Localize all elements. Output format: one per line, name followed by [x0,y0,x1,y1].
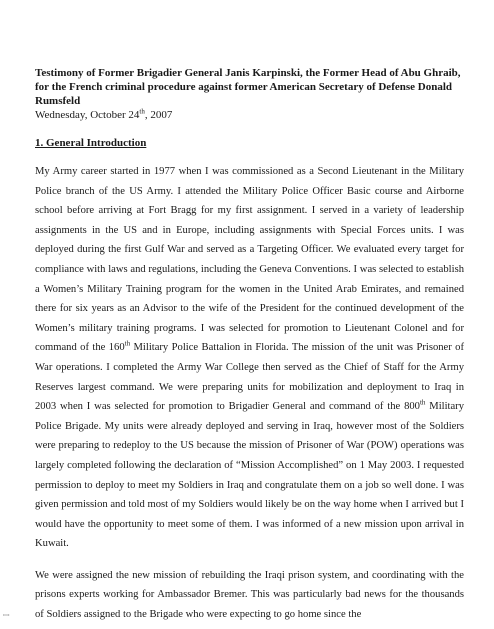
date-prefix: Wednesday, October 24 [35,109,140,121]
section-heading: 1. General Introduction [35,137,147,149]
document-title: Testimony of Former Brigadier General Janis Karpinski, the Former Head of Abu Ghraib, for the French criminal procedure against former American Secretary of Defense Donald Rumsfeld [35,67,461,107]
scan-margin-mark: ꟷ [3,611,10,620]
date-suffix: , 2007 [144,109,173,121]
paragraph-1-part-a: My Army career started in 1977 when I was commissioned as a Second Lieutenant in the Military Police branch of the US Army. I attended the Military Police Officer Basic course and Airborne school before arriving at Fort Bragg for my first assignment. I served in a variety of leadership assignments in the US and in Europe, including assignments with Special Forces units. I was deployed during the first Gulf War and served as a Targeting Officer. We evaluated every target for compliance with laws and regulations, including the Geneva Conventions. I was selected to establish a Women’s Military Training program for the women in the United Arab Emirates, and remained there for six years as an Advisor to the wife of the President for the continued development of the Women’s military training programs. I was selected for promotion to Lieutenant Colonel and for command of the 160 [35,166,464,354]
paragraph-2: We were assigned the new mission of rebuilding the Iraqi prison system, and coordinating with the prisons experts working for Ambassador Bremer. This was particularly bad news for the thousands of Soldiers assigned to the Brigade who were expecting to go home since the [35,569,464,621]
document-date [35,108,464,122]
paragraph-1-part-b: Military Police Battalion in Florida. The mission of the unit was Prisoner of War operations. I completed the Army War College then served as the Chief of Staff for the Army Reserves largest command. We were preparing units for mobilization and deployment to Iraq in 2003 when I was selected for promotion to Brigadier General and command of the 800 [35,342,464,413]
paragraph-1-part-c: Military Police Brigade. My units were already deployed and serving in Iraq, however most of the Soldiers were preparing to redeploy to the US because the mission of Prisoner of War (POW) operations was largely completed following the declaration of “Mission Accomplished” on 1 May 2003. I requested permission to deploy to meet my Soldiers in Iraq and congratulate them on a job so well done. I was given permission and told most of my Soldiers would likely be on the way home when I arrived but I would have the opportunity to meet some of them. I was informed of a new mission upon arrival in Kuwait. [35,401,464,550]
paragraph-1 [35,162,464,554]
paragraph-1-superscript-1: th [124,339,131,348]
paragraph-1-superscript-2: th [419,398,426,407]
date-superscript: th [139,107,145,116]
